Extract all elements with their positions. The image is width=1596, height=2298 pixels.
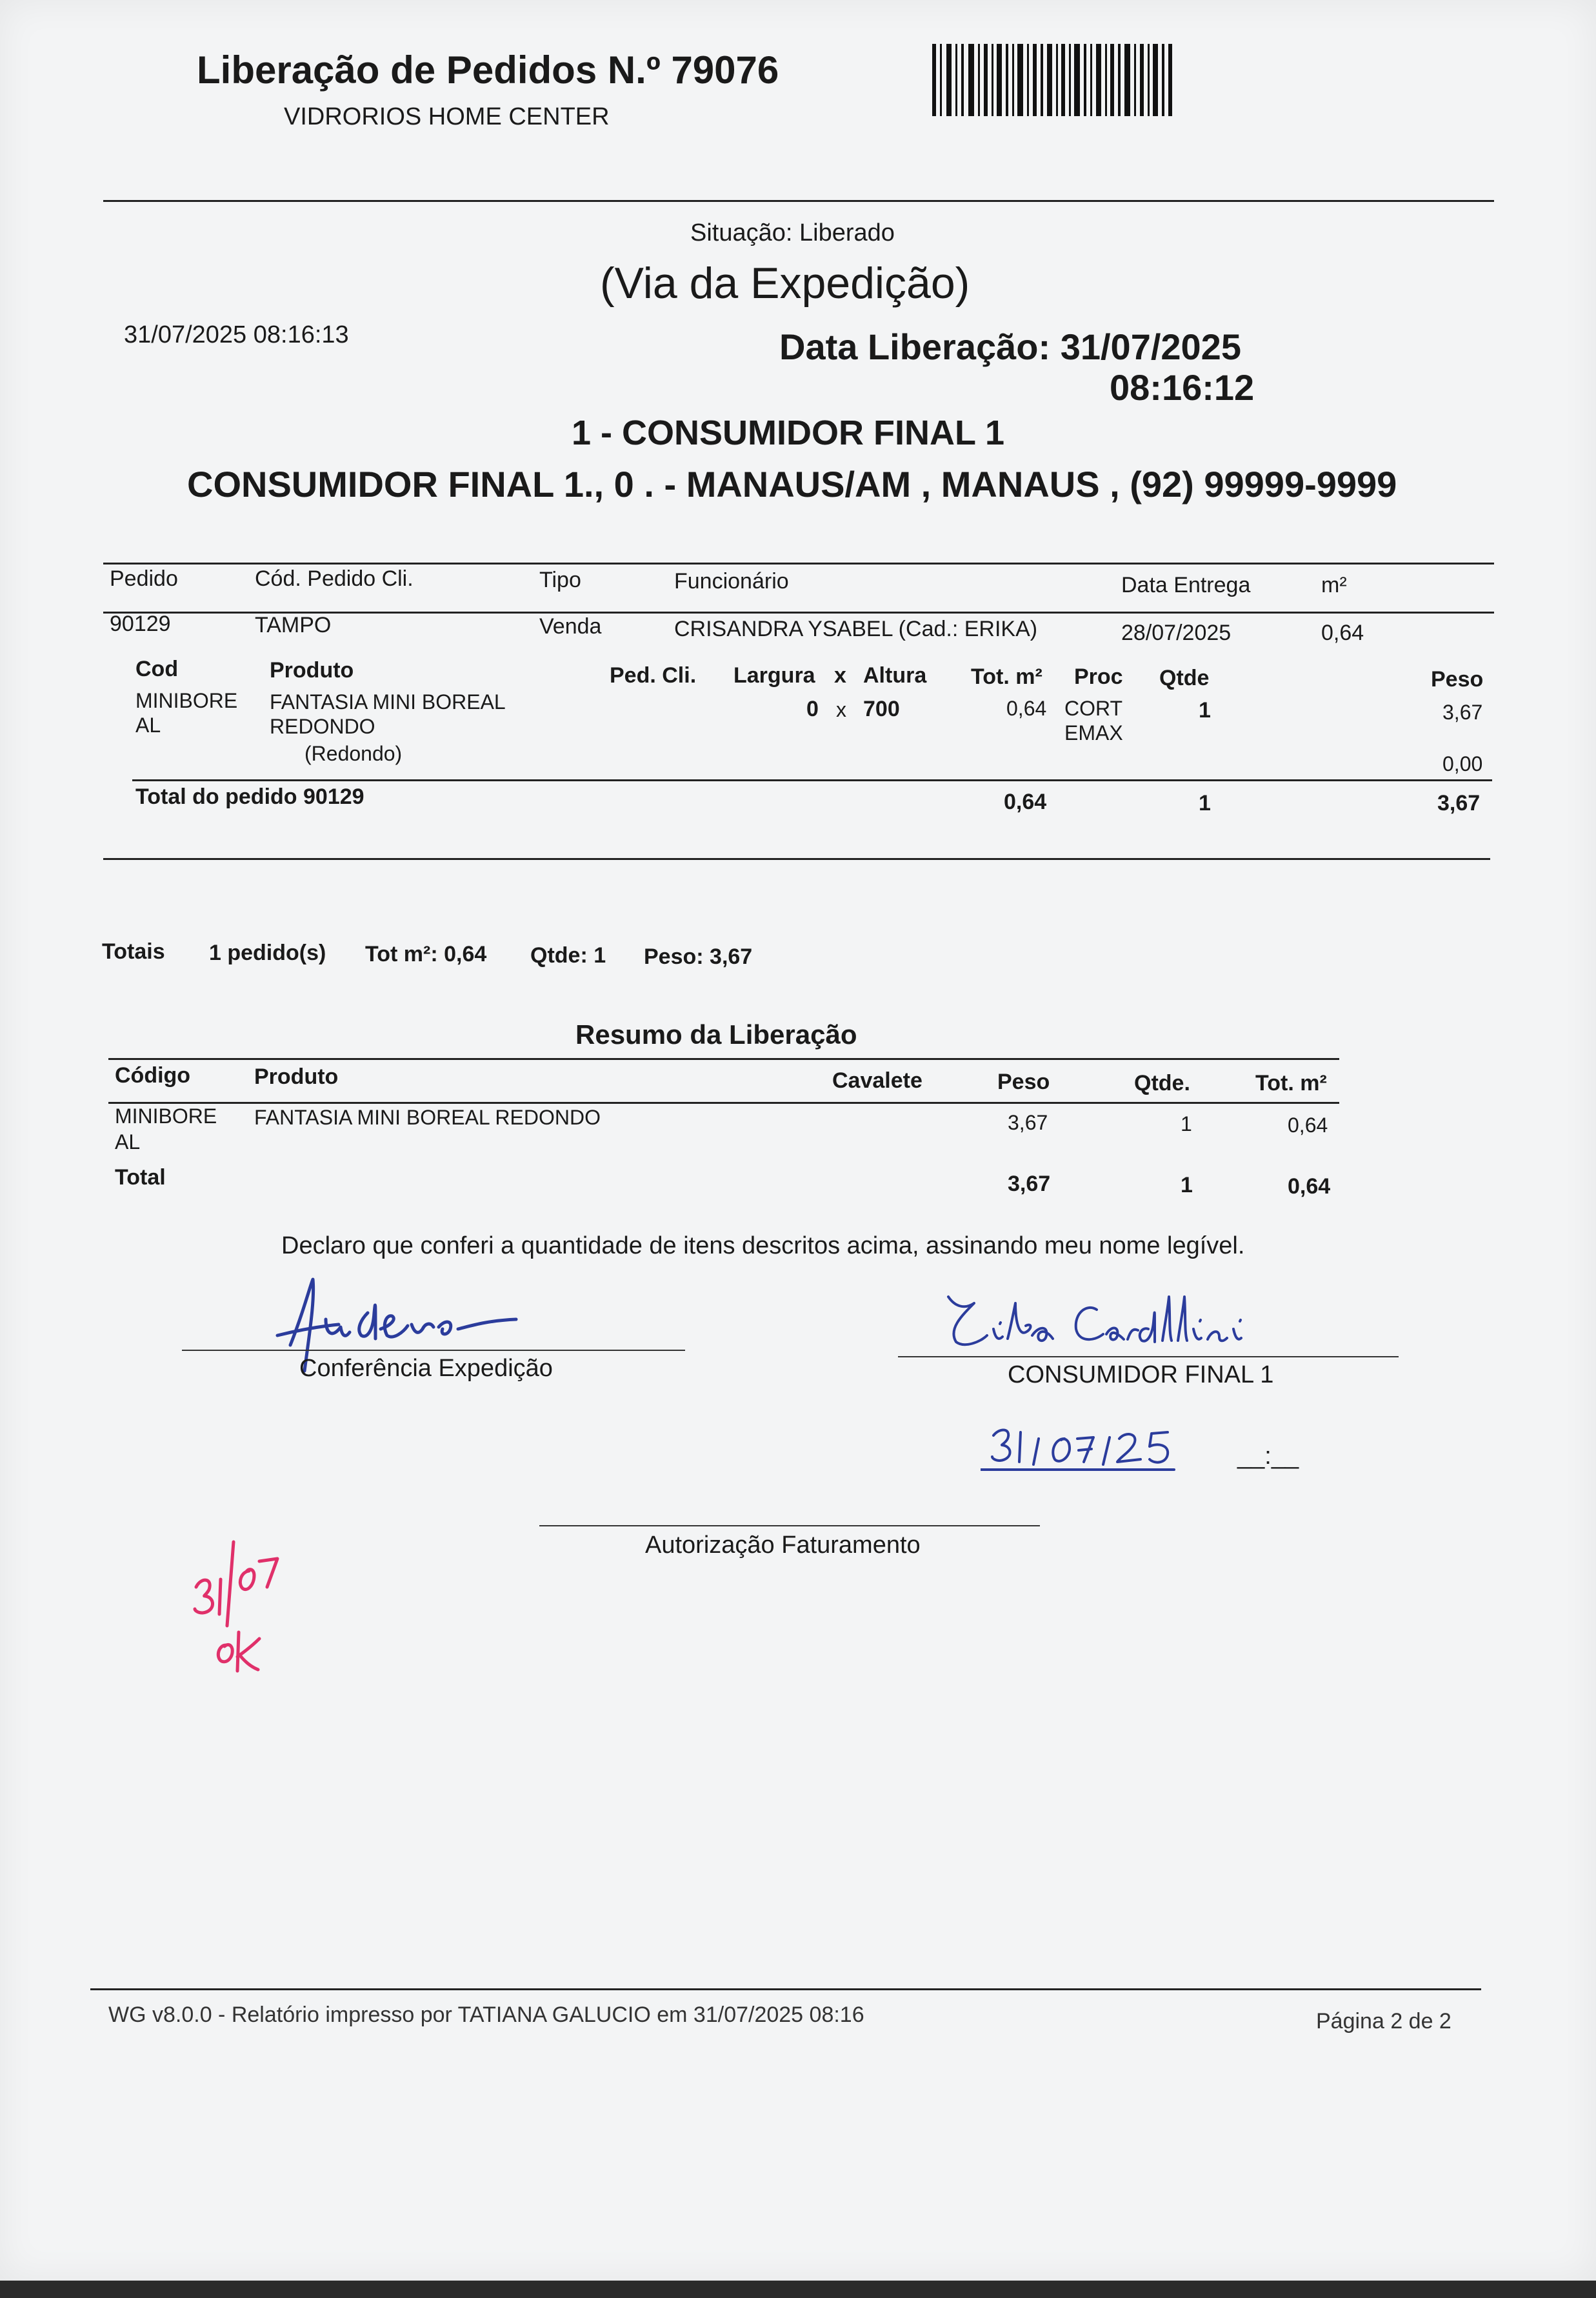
time-blank: __:__: [1237, 1443, 1299, 1470]
item-cod-line1: MINIBORE: [135, 689, 238, 712]
resumo-peso-value: 3,67: [1008, 1111, 1048, 1134]
declaration-text: Declaro que conferi a quantidade de itens descritos acima, assinando meu nome legível.: [281, 1232, 1245, 1259]
resumo-qtde-value: 1: [1181, 1112, 1192, 1135]
footer-printed-by: WG v8.0.0 - Relatório impresso por TATIANA GALUCIO em 31/07/2025 08:16: [108, 2003, 864, 2027]
resumo-tot-m2-header: Tot. m²: [1255, 1071, 1327, 1095]
header-divider: [103, 200, 1494, 202]
totais-peso: Peso: 3,67: [644, 944, 753, 969]
resumo-total-qtde: 1: [1181, 1173, 1193, 1197]
section-divider: [103, 858, 1490, 860]
m2-value: 0,64: [1321, 621, 1364, 645]
item-peso-header: Peso: [1431, 667, 1484, 692]
handwritten-note: [187, 1535, 310, 1697]
item-largura-value: 0: [806, 697, 819, 721]
order-total-qtde: 1: [1199, 791, 1211, 815]
resumo-cavalete-header: Cavalete: [832, 1068, 923, 1093]
resumo-total-label: Total: [115, 1165, 166, 1190]
resumo-codigo-line1: MINIBORE: [115, 1104, 217, 1128]
signature-line-left: [182, 1350, 685, 1351]
item-qtde-value: 1: [1199, 698, 1211, 723]
document-title: Liberação de Pedidos N.º 79076: [197, 48, 779, 92]
col-funcionario-header: Funcionário: [674, 569, 789, 594]
item-qtde-header: Qtde: [1159, 666, 1210, 690]
resumo-codigo-header: Código: [115, 1063, 191, 1088]
signature-line-right: [898, 1356, 1399, 1357]
release-date: Data Liberação: 31/07/2025: [779, 326, 1241, 367]
resumo-header-line: [108, 1102, 1339, 1104]
col-pedido-header: Pedido: [110, 566, 178, 591]
col-tipo-header: Tipo: [539, 568, 581, 592]
signature-line-auth: [539, 1525, 1040, 1526]
resumo-peso-header: Peso: [997, 1070, 1050, 1094]
item-ped-cli-header: Ped. Cli.: [610, 663, 697, 688]
conferencia-label: Conferência Expedição: [299, 1355, 553, 1382]
customer-line1: 1 - CONSUMIDOR FINAL 1: [572, 414, 1005, 452]
handwritten-signature-right: [935, 1284, 1284, 1361]
resumo-total-m2: 0,64: [1288, 1174, 1331, 1199]
data-entrega-value: 28/07/2025: [1121, 621, 1232, 645]
totais-label: Totais: [102, 939, 165, 964]
item-cod-line2: AL: [135, 714, 161, 737]
page-number: Página 2 de 2: [1316, 2009, 1451, 2033]
customer-line2: CONSUMIDOR FINAL 1., 0 . - MANAUS/AM , MANAUS , (92) 99999-9999: [187, 464, 1397, 505]
item-tot-m2-value: 0,64: [1006, 697, 1047, 720]
item-peso2-value: 0,00: [1442, 752, 1483, 775]
item-total-line: [132, 779, 1492, 781]
resumo-produto-value: FANTASIA MINI BOREAL REDONDO: [254, 1106, 601, 1129]
barcode: [932, 44, 1177, 116]
funcionario-value: CRISANDRA YSABEL (Cad.: ERIKA): [674, 617, 1038, 641]
item-proc-header: Proc: [1074, 664, 1123, 689]
resumo-tot-m2-value: 0,64: [1288, 1114, 1328, 1137]
tipo-value: Venda: [539, 614, 602, 639]
printed-timestamp: 31/07/2025 08:16:13: [124, 321, 349, 348]
item-peso-value: 3,67: [1442, 701, 1483, 724]
item-cod-header: Cod: [135, 657, 179, 681]
item-produto-line1: FANTASIA MINI BOREAL: [270, 690, 506, 714]
via-title: (Via da Expedição): [600, 259, 970, 308]
pedido-value: 90129: [110, 612, 171, 636]
consumidor-label: CONSUMIDOR FINAL 1: [1008, 1361, 1274, 1388]
item-proc-line1: CORT: [1064, 697, 1123, 720]
totais-qtde: Qtde: 1: [530, 943, 606, 968]
item-x-header: x: [834, 663, 846, 688]
resumo-title: Resumo da Liberação: [575, 1019, 857, 1050]
totais-pedidos: 1 pedido(s): [209, 941, 326, 965]
handwritten-date: [981, 1419, 1213, 1477]
table-top-line: [103, 563, 1494, 565]
totais-tot-m2: Tot m²: 0,64: [365, 942, 487, 966]
item-proc-line2: EMAX: [1064, 721, 1123, 744]
order-total-label: Total do pedido 90129: [135, 784, 364, 809]
order-total-peso: 3,67: [1437, 791, 1481, 815]
resumo-total-peso: 3,67: [1008, 1172, 1051, 1196]
cod-cli-value: TAMPO: [255, 613, 332, 637]
item-tot-m2-header: Tot. m²: [971, 664, 1042, 689]
resumo-codigo-line2: AL: [115, 1130, 141, 1154]
autorizacao-label: Autorização Faturamento: [645, 1532, 921, 1559]
release-time: 08:16:12: [1110, 367, 1255, 408]
company-name: VIDRORIOS HOME CENTER: [284, 103, 610, 130]
item-altura-header: Altura: [863, 663, 927, 688]
col-data-entrega-header: Data Entrega: [1121, 573, 1251, 597]
item-produto-header: Produto: [270, 658, 354, 683]
col-cod-cli-header: Cód. Pedido Cli.: [255, 566, 414, 591]
resumo-produto-header: Produto: [254, 1064, 339, 1089]
item-x-value: x: [836, 698, 846, 721]
resumo-top-line: [108, 1058, 1339, 1060]
item-altura-value: 700: [863, 697, 900, 721]
col-m2-header: m²: [1321, 573, 1347, 597]
item-largura-header: Largura: [733, 663, 815, 688]
order-total-m2: 0,64: [1004, 790, 1047, 814]
item-produto-line3: (Redondo): [304, 742, 403, 765]
status-text: Situação: Liberado: [690, 219, 895, 246]
footer-divider: [90, 1988, 1481, 1990]
item-produto-line2: REDONDO: [270, 715, 375, 738]
resumo-qtde-header: Qtde.: [1134, 1071, 1190, 1095]
